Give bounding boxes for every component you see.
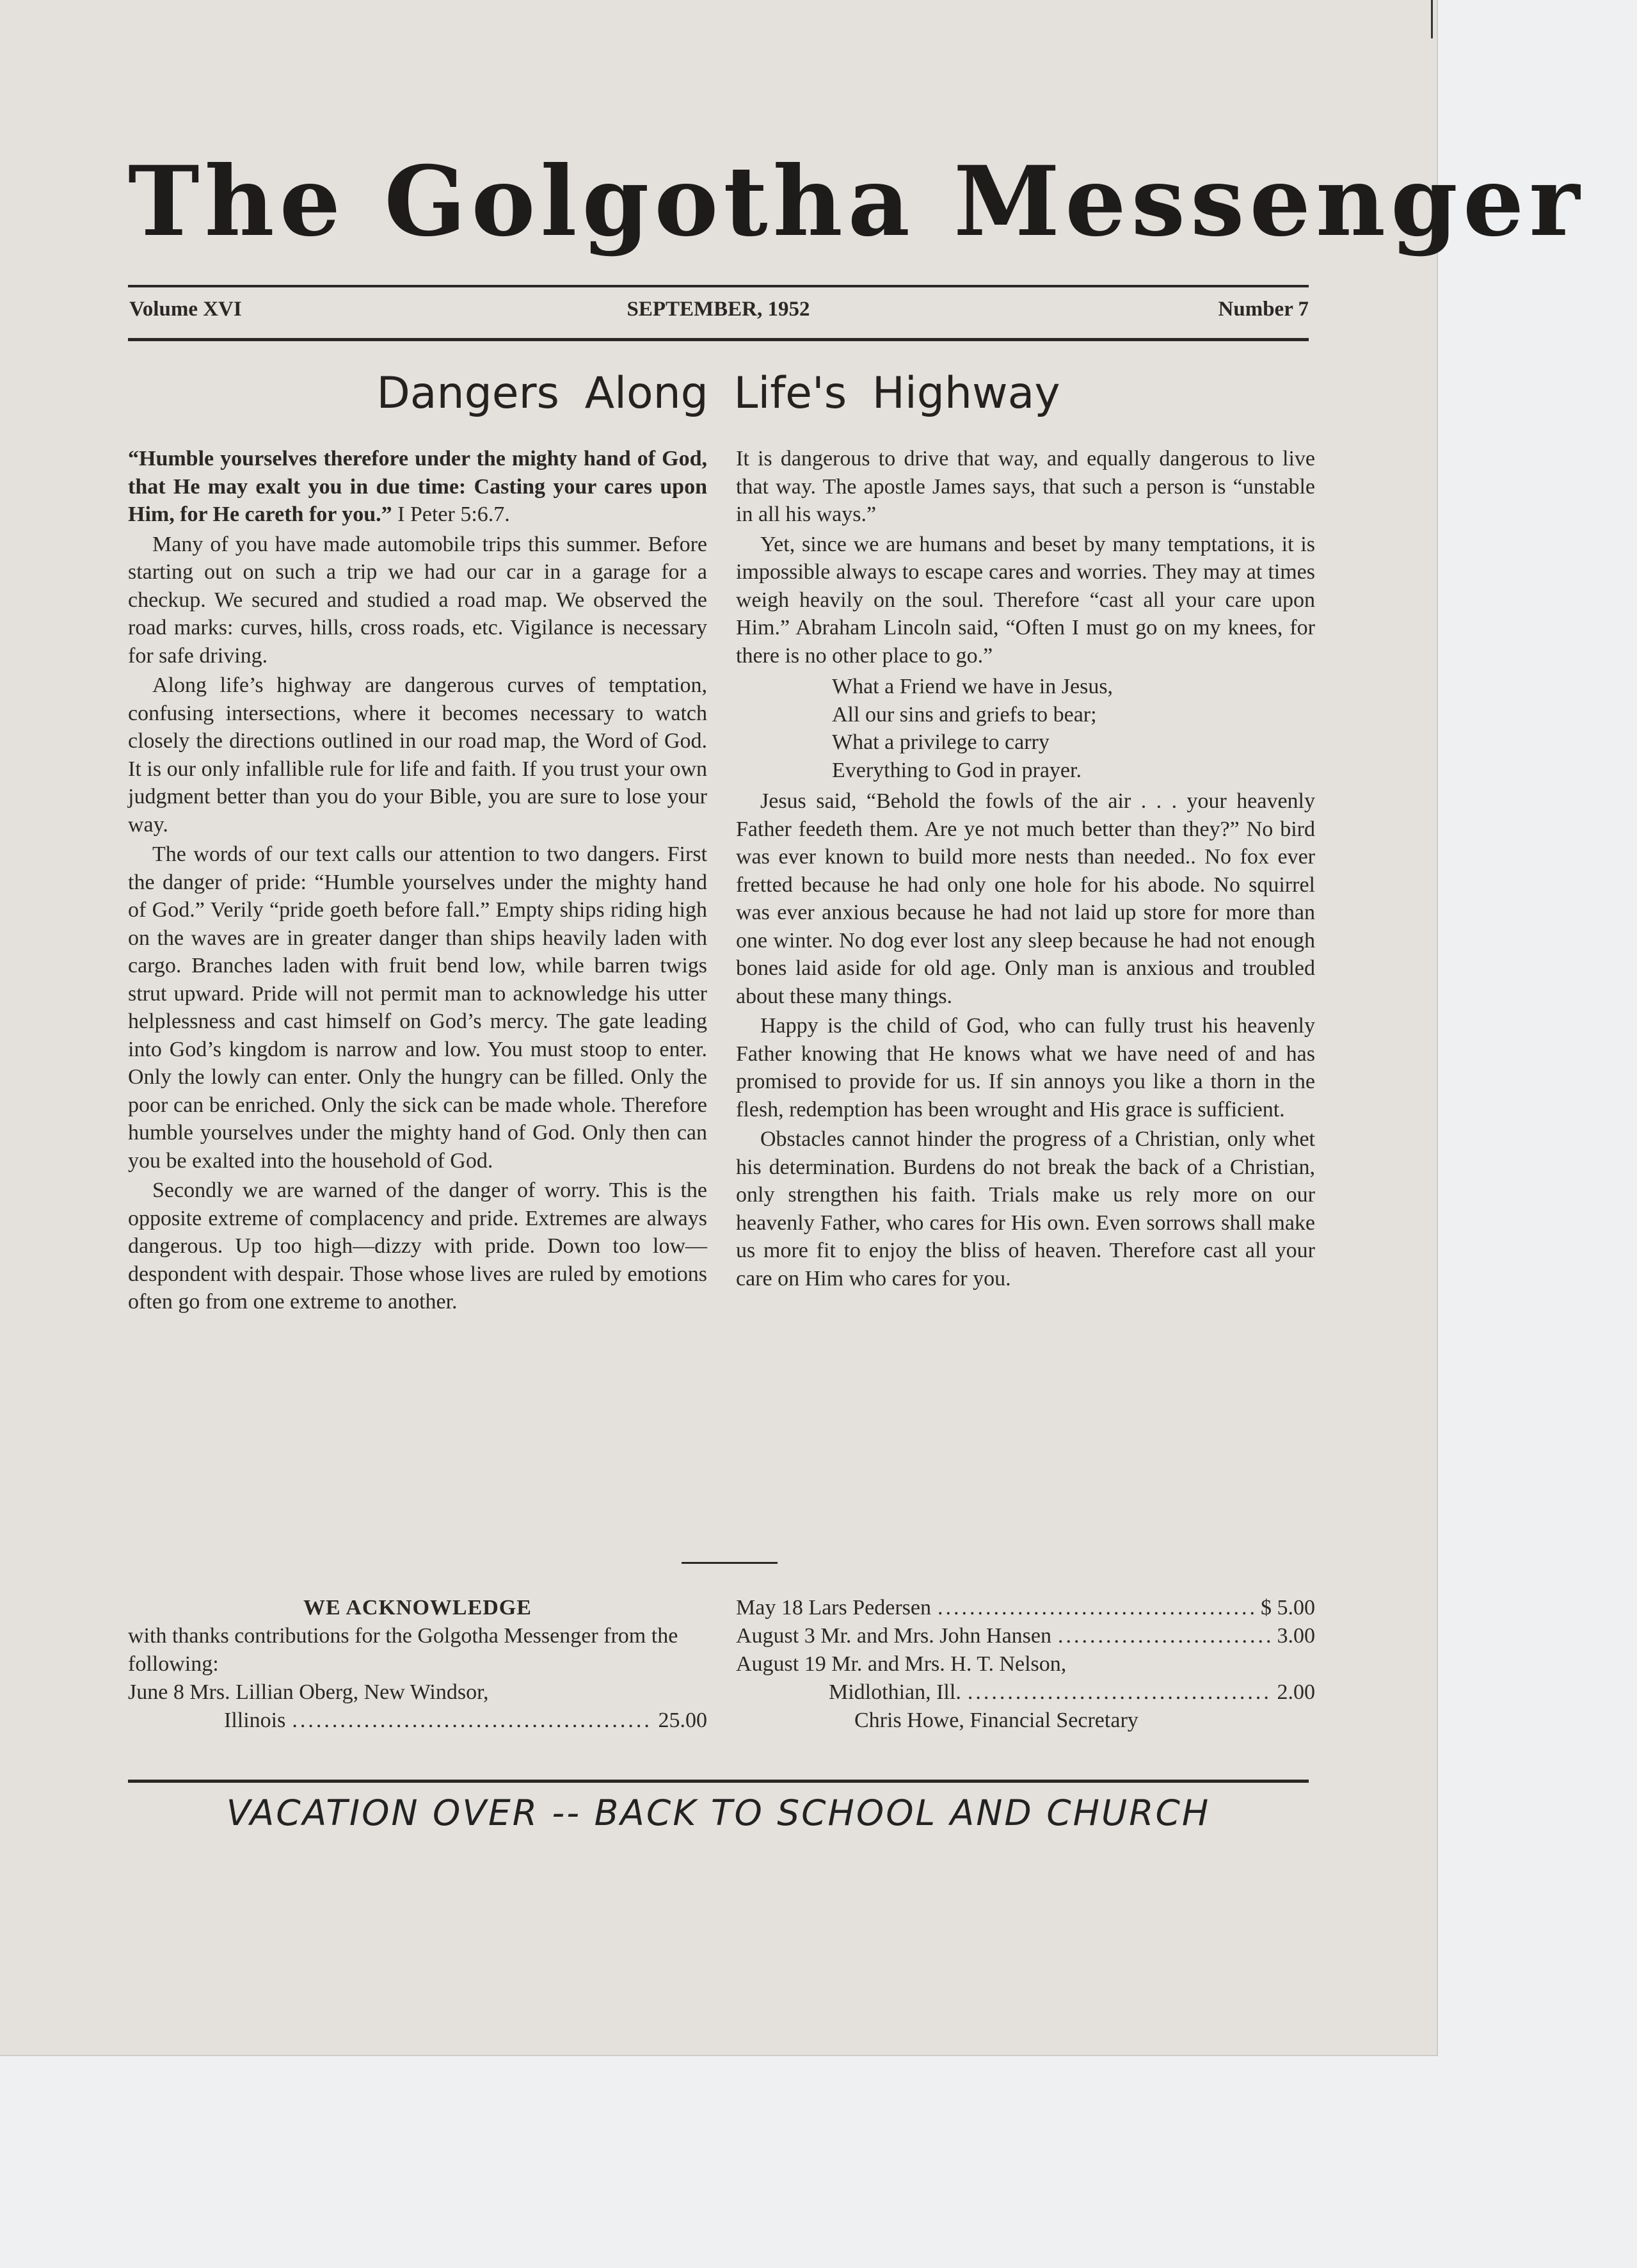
- issue-date: SEPTEMBER, 1952: [627, 298, 810, 321]
- acknowledgement-right: [736, 1594, 1315, 1735]
- verse-line: All our sins and griefs to bear;: [832, 702, 1097, 727]
- section-divider: [682, 1562, 778, 1564]
- contribution-donor: May 18 Lars Pedersen: [736, 1596, 931, 1620]
- footer-slogan: VACATION OVER -- BACK TO SCHOOL AND CHURCH: [226, 1792, 1211, 1833]
- footer-rule: [128, 1780, 1309, 1783]
- article-paragraph: Jesus said, “Behold the fowls of the air . . . your heavenly Father feedeth them. Are ye not much better than they?” No bird was ever known to build more nests than needed.. No fox ever fretted because he had only one hole for his abode. No squirrel was ever anxious because he had not laid up store for more than one winter. No dog ever lost any sleep because he had not enough bones laid aside for old age. Only man is anxious and troubled about these many things.: [736, 789, 1315, 1008]
- article-paragraph: Along life’s highway are dangerous curves of temptation, confusing intersections, where it becomes necessary to watch closely the directions outlined in our road map, the Word of God. It is our only infallible rule for life and faith. If you trust your own judgment better than you do your Bible, you are sure to lose your way.: [128, 673, 707, 837]
- contribution-entry: [736, 1594, 1315, 1622]
- article-headline: Dangers Along Life's Highway: [376, 368, 1060, 419]
- verse-line: Everything to God in prayer.: [832, 758, 1082, 782]
- verse-line: What a Friend we have in Jesus,: [832, 675, 1114, 698]
- masthead-title: The Golgotha Messenger: [128, 145, 1585, 258]
- contribution-amount: 3.00: [1277, 1624, 1315, 1648]
- masthead-bottom-rule: [128, 338, 1309, 341]
- contribution-donor: Midlothian, Ill.: [829, 1680, 961, 1704]
- epigraph-reference: I Peter 5:6.7.: [392, 503, 510, 526]
- contribution-amount: 25.00: [658, 1709, 707, 1732]
- volume-label: Volume XVI: [129, 298, 242, 321]
- contribution-entry-line: August 19 Mr. and Mrs. H. T. Nelson,: [736, 1652, 1067, 1676]
- verse-line: What a privilege to carry: [832, 730, 1050, 754]
- article-paragraph: Happy is the child of God, who can fully trust his heavenly Father knowing that He knows what we have need of and has promised to provide for us. If sin annoys you like a thorn in the flesh, redemption has been wrought and His grace is sufficient.: [736, 1014, 1315, 1122]
- issue-info-bar: [128, 298, 1309, 330]
- contribution-amount: $ 5.00: [1261, 1596, 1315, 1620]
- article-paragraph: Secondly we are warned of the danger of worry. This is the opposite extreme of complacency and pride. Extremes are always dangerous. Up too high—dizzy with pride. Down too low—despondent with despair. Those whose lives are ruled by emotions often go from one extreme to another.: [128, 1178, 707, 1314]
- leader-dots: [1058, 1622, 1271, 1650]
- contribution-amount: 2.00: [1277, 1680, 1315, 1704]
- leader-dots: [968, 1678, 1271, 1707]
- leader-dots: [938, 1594, 1254, 1622]
- epigraph-scripture: “Humble yourselves therefore under the mighty hand of God, that He may exalt you in due time: Casting your cares upon Him, for He careth for you.”: [128, 447, 707, 526]
- leader-dots: [292, 1707, 651, 1735]
- article-paragraph: The words of our text calls our attention to two dangers. First the danger of pride: “Humble yourselves under the mighty hand of God.” Verily “pride goeth before fall.” Empty ships riding high on the waves are in greater danger than ships heavily laden with cargo. Branches laden with fruit bend low, while barren twigs strut upward. Pride will not permit man to acknowledge his utter helplessness and cast himself on God’s mercy. The gate leading into God’s kingdom is narrow and low. You must stoop to enter. Only the lowly can enter. Only the hungry can be filled. Only the poor can be enriched. Only the sick can be made whole. Therefore humble yourselves under the mighty hand of God. Only then can you be exalted into the household of God.: [128, 842, 707, 1173]
- financial-secretary-signature: Chris Howe, Financial Secretary: [854, 1709, 1138, 1732]
- article-paragraph: It is dangerous to drive that way, and equally dangerous to live that way. The apostle James says, that such a person is “unstable in all his ways.”: [736, 447, 1315, 526]
- hymn-verse: [832, 673, 1315, 784]
- acknowledge-heading: WE ACKNOWLEDGE: [303, 1596, 532, 1620]
- article-right-column: [736, 445, 1315, 1292]
- contribution-entry: [736, 1622, 1315, 1650]
- article-paragraph: Obstacles cannot hinder the progress of a Christian, only whet his determination. Burdens do not break the back of a Christian, only strengthen his faith. Trials make us rely more on our heavenly Father, who cares for His own. Even sorrows shall make us more fit to enjoy the bliss of heaven. Therefore cast all your care on Him who cares for you.: [736, 1127, 1315, 1291]
- acknowledgement-left: [128, 1594, 707, 1735]
- scan-mark: [1431, 0, 1433, 38]
- contribution-entry-line: June 8 Mrs. Lillian Oberg, New Windsor,: [128, 1680, 489, 1704]
- article-paragraph: Many of you have made automobile trips this summer. Before starting out on such a trip we had our car in a garage for a checkup. We secured and studied a road map. We observed the road marks: curves, hills, cross roads, etc. Vigilance is necessary for safe driving.: [128, 532, 707, 668]
- masthead-top-rule: [128, 285, 1309, 287]
- contribution-entry: [128, 1707, 707, 1735]
- contribution-donor: Illinois: [224, 1709, 286, 1732]
- contribution-entry: [736, 1678, 1315, 1707]
- contribution-donor: August 3 Mr. and Mrs. John Hansen: [736, 1624, 1051, 1648]
- issue-number: Number 7: [1218, 298, 1309, 321]
- article-epigraph: [128, 445, 707, 529]
- acknowledge-intro: with thanks contributions for the Golgotha Messenger from the following:: [128, 1624, 678, 1676]
- article-left-column: [128, 445, 707, 1316]
- article-paragraph: Yet, since we are humans and beset by many temptations, it is impossible always to escape cares and worries. They may at times weigh heavily on the soul. Therefore “cast all your care upon Him.” Abraham Lincoln said, “Often I must go on my knees, for there is no other place to go.”: [736, 532, 1315, 668]
